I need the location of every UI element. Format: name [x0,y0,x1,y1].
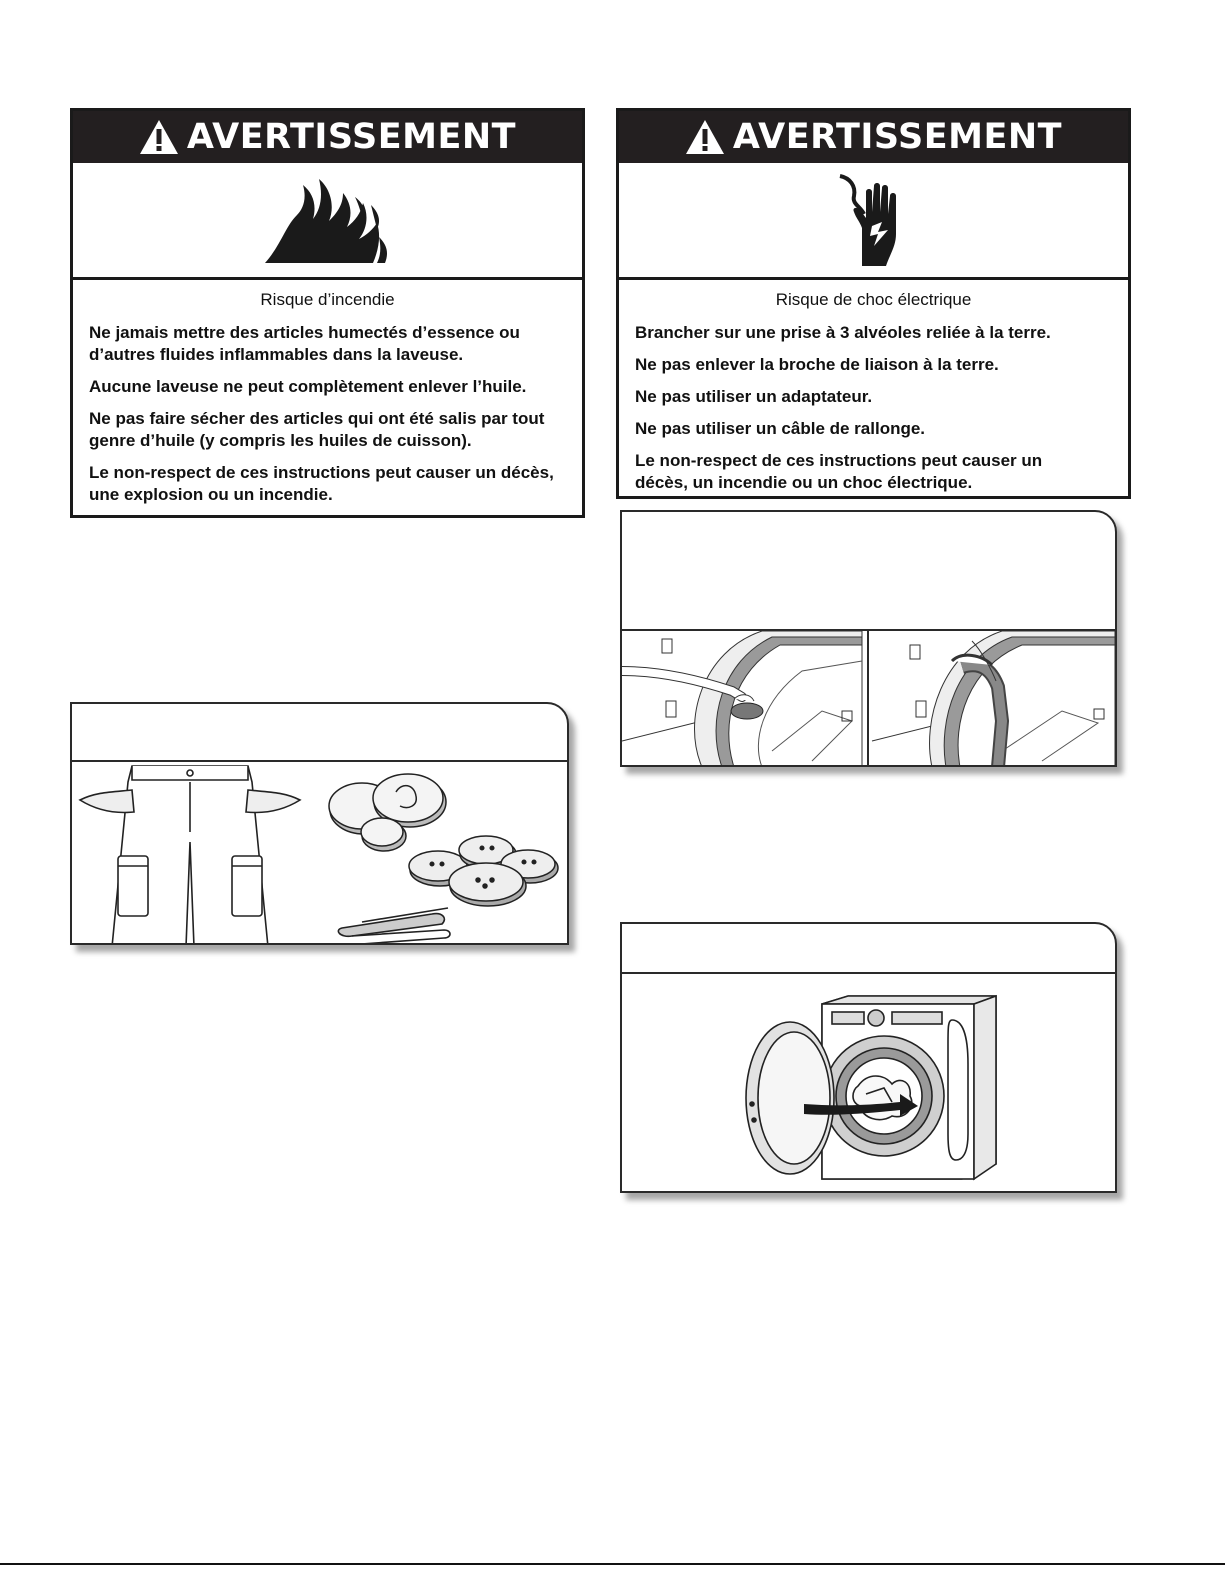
pants-drawing [80,766,300,945]
empty-pockets-figure [70,702,569,945]
safety-pins-drawing [338,908,450,944]
figure-illustration [622,974,1115,1193]
figure-caption-area [622,924,1115,974]
washer-drawing [746,996,996,1179]
warning-header [619,111,1128,163]
warning-line: Ne pas enlever la broche de liaison à la terre. [635,355,999,374]
gasket-panel-left [622,631,862,767]
warning-triangle-icon [139,119,179,155]
figure-caption-area [622,512,1115,631]
load-washer-figure [620,922,1117,1193]
warning-line: Ne pas faire sécher des articles qui ont été salis par tout genre d’huile (y compris les huiles de cuisson). [89,409,545,450]
warning-line: Aucune laveuse ne peut complètement enlever l’huile. [89,377,527,396]
warning-line: Le non-respect de ces instructions peut causer un décès, une explosion ou un incendie. [89,463,554,504]
electric-shock-hand-icon [834,172,914,268]
hazard-icon-area [619,163,1128,280]
warning-header-label: AVERTISSEMENT [732,117,1063,157]
warning-line: Ne pas utiliser un adaptateur. [635,387,873,406]
coins-drawing [329,774,446,851]
fire-warning-box [70,108,585,518]
gasket-panel-right [872,631,1115,767]
figure-caption-area [72,704,567,762]
pants-and-objects-illustration [72,762,567,945]
shock-warning-box [616,108,1131,499]
warning-title: Risque de choc électrique [775,290,972,309]
figure-illustration [622,631,1115,767]
warning-triangle-icon [685,119,725,155]
warning-line: Ne jamais mettre des articles humectés d’essence ou d’autres fluides inflammables dans la laveuse. [89,323,520,364]
warning-line: Le non-respect de ces instructions peut causer un décès, un incendie ou un choc électrique. [635,451,1043,492]
warning-body [73,280,582,506]
gasket-cleaning-figure [620,510,1117,767]
figure-illustration [72,762,567,945]
washer-loading-illustration [622,974,1115,1193]
fire-flame-icon [263,175,393,265]
gasket-wipe-illustration [622,631,1115,767]
warning-line: Brancher sur une prise à 3 alvéoles reliée à la terre. [635,323,1051,342]
warning-title: Risque d’incendie [260,290,395,309]
hazard-icon-area [73,163,582,280]
warning-header [73,111,582,163]
warning-line: Ne pas utiliser un câble de rallonge. [635,419,926,438]
warning-body [619,280,1128,494]
warning-header-label: AVERTISSEMENT [186,117,517,157]
buttons-drawing [409,836,558,906]
page-footer-rule [0,1563,1225,1565]
